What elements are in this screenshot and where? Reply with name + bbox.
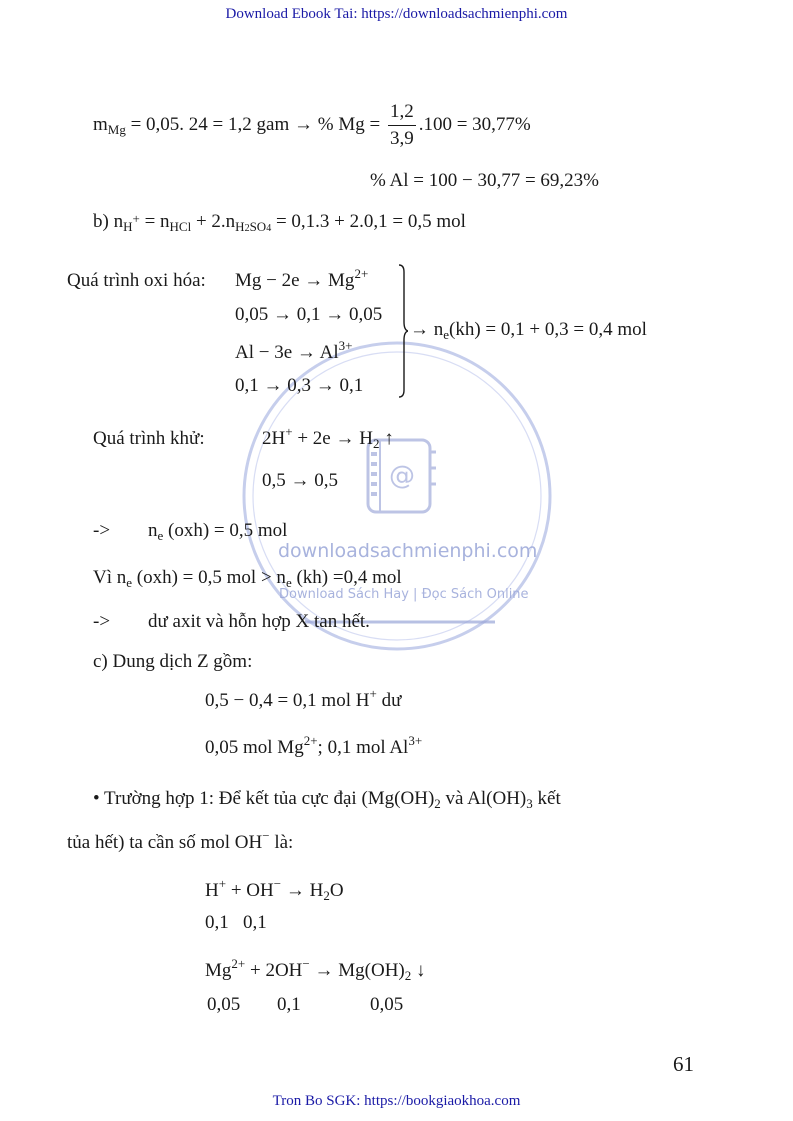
ox-line-1: $Mg - 2e \to Mg^{2+}$ bbox=[235, 266, 369, 291]
vi-line: Vì $n_e$ (oxh) = 0,5 mol > $n_e$ (kh) =0,4 mol bbox=[93, 567, 402, 590]
reduction-label: Quá trình khử: bbox=[93, 428, 205, 449]
c-label: c) Dung dịch Z gồm: bbox=[93, 651, 253, 672]
red-line-1: $2H^+ + 2e \to H_2$ ↑ bbox=[262, 424, 394, 451]
z-line-1: 0,5 − 0,4 = 0,1 mol H+ dư bbox=[205, 686, 402, 711]
ne-oxh-line: $n_e$ (oxh) = 0,5 mol bbox=[148, 520, 288, 543]
oxidation-label: Quá trình oxi hóa: bbox=[67, 270, 206, 291]
eq1-values: 0,1 0,1 bbox=[205, 912, 267, 933]
ox-result: → $n_e(kh) = 0,1 + 0,3 = 0,4$ mol bbox=[410, 319, 647, 342]
case1-line-2: tủa hết) ta cần số mol OH− là: bbox=[67, 828, 294, 853]
header-link[interactable]: Download Ebook Tai: https://downloadsachmienphi.com bbox=[225, 6, 568, 22]
eq2-value-3: 0,05 bbox=[370, 994, 404, 1015]
watermark-site: downloadsachmienphi.com bbox=[278, 540, 538, 562]
eq1-line: $H^+ + OH^- \to H_2O$ bbox=[205, 876, 344, 903]
eq2-line: $Mg^{2+} + 2OH^- \to Mg(OH)_2$ ↓ bbox=[205, 956, 426, 983]
ox-line-3: $Al - 3e \to Al^{3+}$ bbox=[235, 338, 353, 363]
page-number: 61 bbox=[673, 1052, 694, 1076]
red-line-2: 0,5 → 0,5 bbox=[262, 470, 338, 491]
arrow-1: -> bbox=[93, 520, 111, 541]
eq2-value-2: 0,1 bbox=[277, 994, 301, 1015]
al-percent-line: % Al = 100 − 30,77 = 69,23% bbox=[370, 170, 600, 191]
brace bbox=[398, 264, 408, 398]
z-line-2: 0,05 mol $Mg^{2+}$; 0,1 mol $Al^{3+}$ bbox=[205, 733, 423, 758]
case1-line-1: • Trường hợp 1: Để kết tủa cực đại ($Mg(OH)_2$ và $Al(OH)_3$ kết bbox=[93, 788, 561, 811]
du-axit-line: dư axit và hỗn hợp X tan hết. bbox=[148, 611, 370, 632]
mg-fraction: $\frac{1,2}{3,9}$ bbox=[389, 101, 414, 149]
watermark-tagline: Download Sách Hay | Đọc Sách Online bbox=[279, 587, 529, 602]
ox-line-4: 0,1 → 0,3 → 0,1 bbox=[235, 375, 364, 396]
b-line: b) $n_{H^+} = n_{HCl} + 2.n_{H2SO4} = 0,1.3 + 2.0,1 = 0,5$ mol bbox=[93, 211, 466, 234]
mg-mass-line: $m_{Mg} = 0,05$. 24 = 1,2 gam → % Mg = $\frac{1,2}{3,9}$ .100 = 30,77% bbox=[93, 101, 531, 149]
ox-line-2: 0,05 → 0,1 → 0,05 bbox=[235, 304, 383, 325]
eq2-value-1: 0,05 bbox=[207, 994, 241, 1015]
arrow-2: -> bbox=[93, 611, 111, 632]
svg-text:@: @ bbox=[389, 461, 415, 491]
footer-link[interactable]: Tron Bo SGK: https://bookgiaokhoa.com bbox=[272, 1093, 521, 1109]
